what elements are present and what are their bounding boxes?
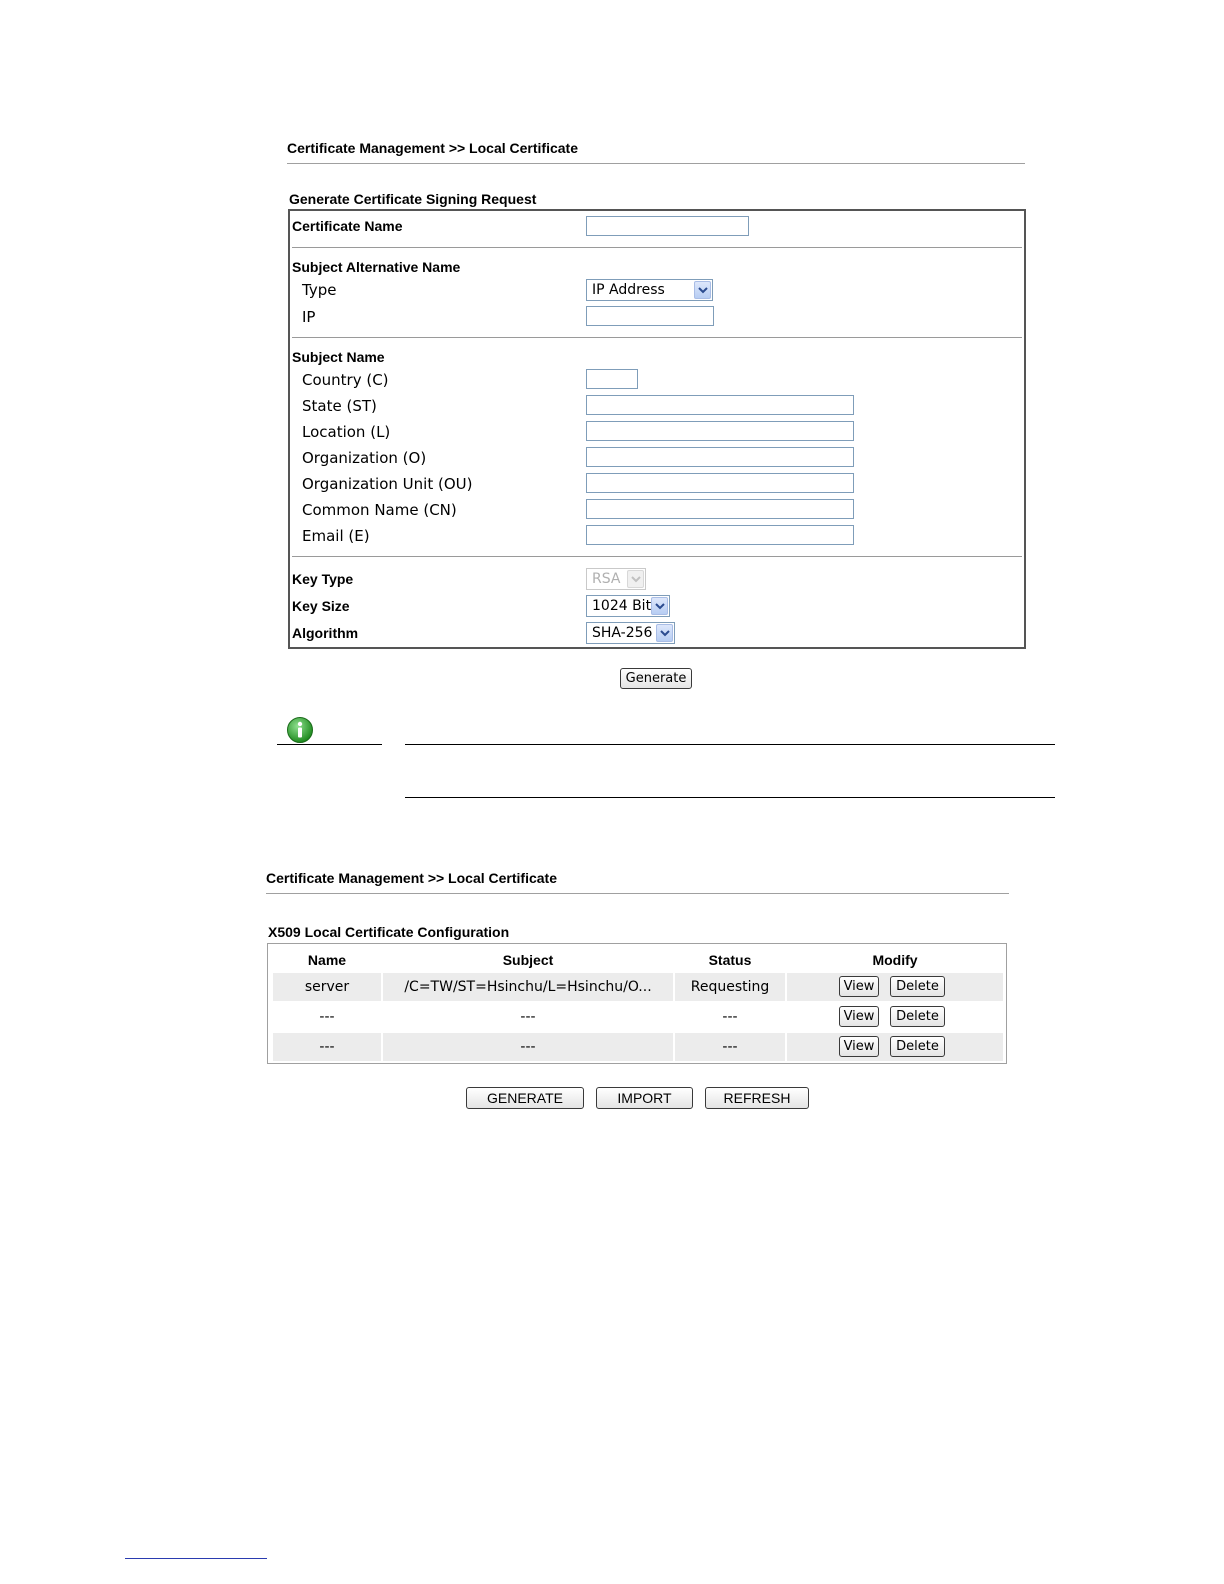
san-header: Subject Alternative Name (292, 259, 461, 275)
chevron-down-icon (656, 624, 673, 642)
san-type-select[interactable] (586, 279, 713, 301)
table-row (273, 973, 1003, 1001)
column-header-subject: Subject (502, 952, 554, 968)
organization-input[interactable] (586, 447, 854, 467)
chevron-down-icon (627, 570, 644, 588)
common-name-label: Common Name (CN) (302, 501, 457, 519)
column-header-modify: Modify (872, 952, 918, 968)
country-label: Country (C) (302, 371, 389, 389)
algorithm-select[interactable] (586, 622, 675, 644)
note-rule (405, 744, 1055, 745)
cell-status: Requesting (690, 979, 770, 995)
cell-subject: --- (520, 1009, 536, 1025)
cell-name: server (304, 979, 350, 995)
view-button[interactable]: View (839, 976, 879, 997)
certificate-table (267, 943, 1007, 1064)
ip-label: IP (302, 308, 316, 326)
cell-subject: /C=TW/ST=Hsinchu/L=Hsinchu/O... (404, 979, 652, 995)
delete-button[interactable]: Delete (890, 1006, 945, 1027)
view-button[interactable]: View (839, 1036, 879, 1057)
country-input[interactable] (586, 369, 638, 389)
delete-button[interactable]: Delete (890, 1036, 945, 1057)
state-label: State (ST) (302, 397, 377, 415)
org-unit-label: Organization Unit (OU) (302, 475, 473, 493)
org-unit-input[interactable] (586, 473, 854, 493)
san-type-value: IP Address (592, 282, 665, 298)
algorithm-label: Algorithm (292, 625, 359, 641)
column-header-name: Name (307, 952, 347, 968)
divider (292, 337, 1022, 338)
table-row (273, 1003, 1003, 1031)
email-label: Email (E) (302, 527, 370, 545)
location-input[interactable] (586, 421, 854, 441)
breadcrumb-divider (287, 163, 1025, 164)
key-size-value: 1024 Bit (592, 598, 652, 614)
delete-button[interactable]: Delete (890, 976, 945, 997)
note-rule (405, 797, 1055, 798)
cell-status: --- (722, 1039, 738, 1055)
cell-name: --- (319, 1009, 335, 1025)
location-label: Location (L) (302, 423, 391, 441)
section-title: Generate Certificate Signing Request (289, 191, 537, 207)
breadcrumb-divider (266, 893, 1009, 894)
type-label: Type (302, 281, 337, 299)
state-input[interactable] (586, 395, 854, 415)
key-type-select (586, 568, 646, 590)
generate-certificate-button[interactable]: GENERATE (466, 1087, 584, 1109)
cell-status: --- (722, 1009, 738, 1025)
algorithm-value: SHA-256 (592, 625, 653, 641)
email-input[interactable] (586, 525, 854, 545)
ip-input[interactable] (586, 306, 714, 326)
footnote-rule (125, 1558, 267, 1559)
csr-form-panel (288, 209, 1026, 649)
key-type-value: RSA (592, 571, 621, 587)
key-type-label: Key Type (292, 571, 354, 587)
section-title: X509 Local Certificate Configuration (268, 924, 510, 940)
key-size-select[interactable] (586, 595, 670, 617)
generate-button[interactable]: Generate (620, 668, 692, 689)
column-header-status: Status (708, 952, 752, 968)
view-button[interactable]: View (839, 1006, 879, 1027)
certificate-name-label: Certificate Name (292, 218, 403, 234)
divider (292, 247, 1022, 248)
cell-subject: --- (520, 1039, 536, 1055)
subject-name-header: Subject Name (292, 349, 385, 365)
divider (292, 556, 1022, 557)
common-name-input[interactable] (586, 499, 854, 519)
chevron-down-icon (651, 597, 668, 615)
key-size-label: Key Size (292, 598, 350, 614)
chevron-down-icon (694, 281, 711, 299)
breadcrumb: Certificate Management >> Local Certificate (287, 140, 578, 156)
import-button[interactable]: IMPORT (596, 1087, 693, 1109)
certificate-name-input[interactable] (586, 216, 749, 236)
breadcrumb: Certificate Management >> Local Certificate (266, 870, 557, 886)
organization-label: Organization (O) (302, 449, 427, 467)
note-rule (277, 744, 382, 745)
refresh-button[interactable]: REFRESH (705, 1087, 809, 1109)
info-icon (286, 716, 314, 744)
cell-name: --- (319, 1039, 335, 1055)
table-row (273, 1033, 1003, 1061)
